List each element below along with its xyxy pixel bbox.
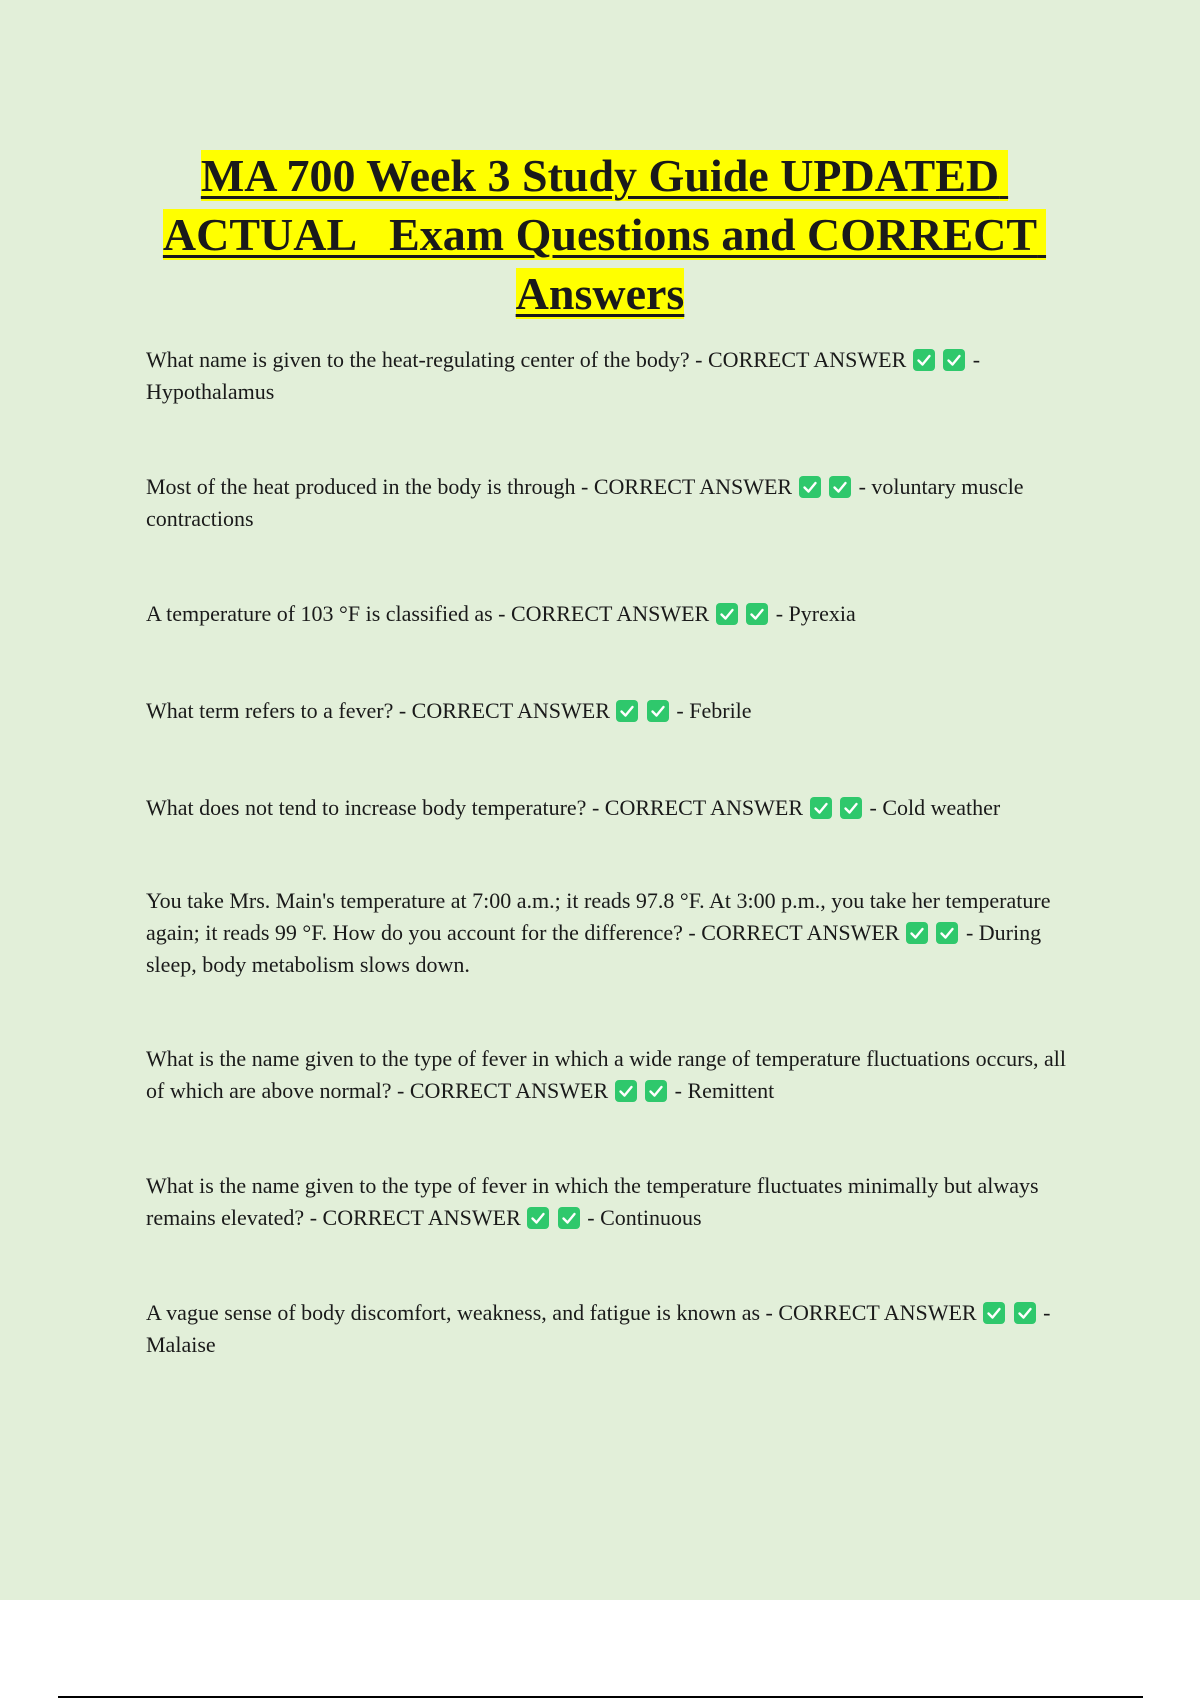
qa-item <box>146 598 1086 630</box>
question-text: What term refers to a fever? - CORRECT ANSWER <box>146 698 610 723</box>
footer-divider <box>58 1696 1143 1698</box>
answer-text: - Cold weather <box>869 795 1001 820</box>
check-mark-icon <box>936 922 958 944</box>
check-mark-icon <box>799 476 821 498</box>
question-text: What name is given to the heat-regulating center of the body? - CORRECT ANSWER <box>146 347 907 372</box>
check-mark-icon <box>645 1080 667 1102</box>
question-text: Most of the heat produced in the body is through - CORRECT ANSWER <box>146 474 793 499</box>
question-text: What is the name given to the type of fever in which a wide range of temperature fluctuations occurs, all of which are above normal? - CORRECT ANSWER <box>146 1046 1066 1103</box>
check-mark-icon <box>913 349 935 371</box>
check-mark-icon <box>810 797 832 819</box>
question-text: A temperature of 103 °F is classified as - CORRECT ANSWER <box>146 601 710 626</box>
check-mark-icon <box>840 797 862 819</box>
qa-item <box>146 792 1086 824</box>
answer-text: - voluntary muscle contractions <box>146 474 1024 531</box>
title-text: MA 700 Week 3 Study Guide UPDATED ACTUAL Exam Questions and CORRECT Answers <box>162 150 1047 319</box>
qa-item <box>146 695 1086 727</box>
answer-text: - Remittent <box>674 1078 775 1103</box>
check-mark-icon <box>616 700 638 722</box>
document-title <box>140 146 1060 323</box>
question-text: What does not tend to increase body temperature? - CORRECT ANSWER <box>146 795 804 820</box>
qa-item <box>146 344 1086 408</box>
check-mark-icon <box>527 1207 549 1229</box>
check-mark-icon <box>746 603 768 625</box>
qa-item <box>146 471 1086 535</box>
check-mark-icon <box>647 700 669 722</box>
check-mark-icon <box>829 476 851 498</box>
answer-text: - Malaise <box>146 1300 1051 1357</box>
answer-text: - Febrile <box>676 698 752 723</box>
answer-text: - Pyrexia <box>775 601 856 626</box>
answer-text: - During sleep, body metabolism slows down. <box>146 920 1042 977</box>
question-text: What is the name given to the type of fever in which the temperature fluctuates minimally but always remains elevated? - CORRECT ANSWER <box>146 1173 1039 1230</box>
check-mark-icon <box>906 922 928 944</box>
qa-item <box>146 885 1086 981</box>
qa-item <box>146 1043 1086 1107</box>
check-mark-icon <box>1014 1302 1036 1324</box>
qa-item <box>146 1170 1086 1234</box>
question-text: A vague sense of body discomfort, weakness, and fatigue is known as - CORRECT ANSWER <box>146 1300 977 1325</box>
check-mark-icon <box>615 1080 637 1102</box>
check-mark-icon <box>558 1207 580 1229</box>
check-mark-icon <box>983 1302 1005 1324</box>
answer-text: - Hypothalamus <box>146 347 981 404</box>
qa-item <box>146 1297 1086 1361</box>
answer-text: - Continuous <box>587 1205 702 1230</box>
check-mark-icon <box>943 349 965 371</box>
check-mark-icon <box>716 603 738 625</box>
question-text: You take Mrs. Main's temperature at 7:00 a.m.; it reads 97.8 °F. At 3:00 p.m., you take her temperature again; it reads 99 °F. How do you account for the difference? - CORRECT ANSWER <box>146 888 1051 945</box>
